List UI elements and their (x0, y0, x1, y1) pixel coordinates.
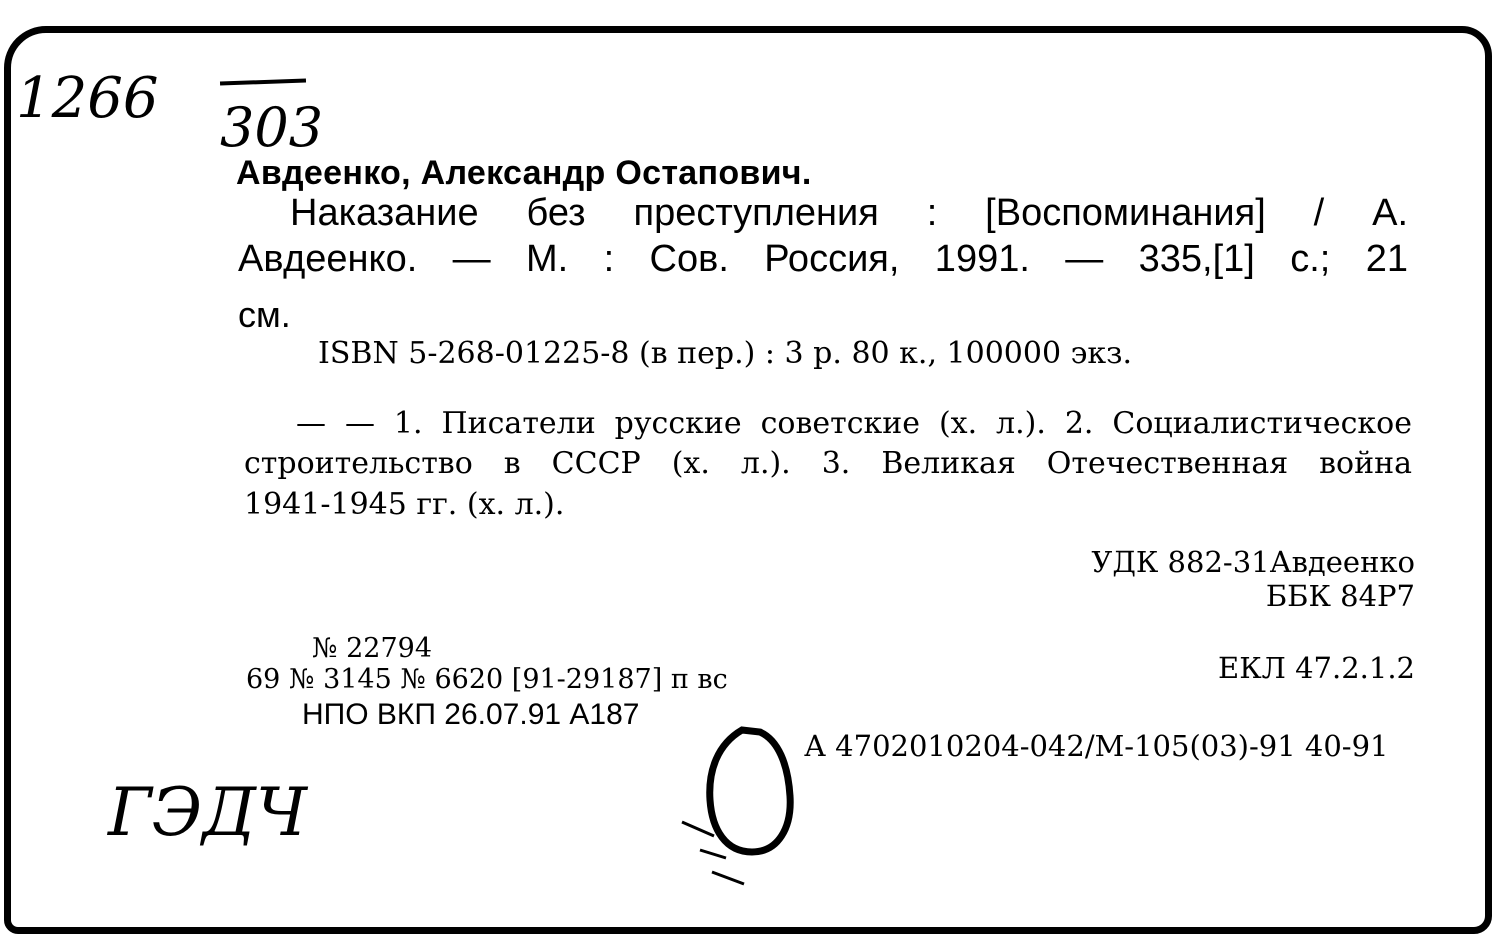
author-heading: Авдеенко, Александр Остапович. (236, 154, 812, 192)
title-line-1: Наказание без преступления : [Воспоминания] / А. (290, 192, 1408, 234)
handwritten-number-bottom: 303 (220, 96, 324, 159)
hole-outline (710, 730, 790, 852)
title-line-3: см. (238, 294, 291, 335)
handwritten-number-top: 1266 (16, 66, 159, 131)
bbk-code: ББК 84Р7 (1265, 579, 1415, 613)
isbn-line: ISBN 5-268-01225-8 (в пер.) : 3 р. 80 к., 100000 экз. (318, 336, 1133, 371)
subjects-line-2: строительство в СССР (х. л.). 3. Великая Отечественная война (244, 446, 1412, 481)
npo-line: НПО ВКП 26.07.91 А187 (302, 698, 640, 731)
order-line: 69 № 3145 № 6620 [91-29187] п вс (246, 664, 728, 695)
hole-scratch (682, 822, 744, 884)
publication-code-line: А 4702010204-042/М-105(03)-91 40-91 (804, 729, 1389, 763)
handwritten-shelf-code: ГЭДЧ (108, 774, 307, 851)
title-line-2: Авдеенко. — М. : Сов. Россия, 1991. — 335,[1] с.; 21 (238, 238, 1408, 280)
subjects-line-3: 1941-1945 гг. (х. л.). (244, 487, 565, 522)
subjects-line-1: — — 1. Писатели русские советские (х. л.). 2. Социалистическое (296, 406, 1412, 441)
record-number: № 22794 (312, 633, 433, 664)
ekl-code: ЕКЛ 47.2.1.2 (1218, 651, 1415, 685)
udk-code: УДК 882-31Авдеенко (1091, 545, 1415, 579)
